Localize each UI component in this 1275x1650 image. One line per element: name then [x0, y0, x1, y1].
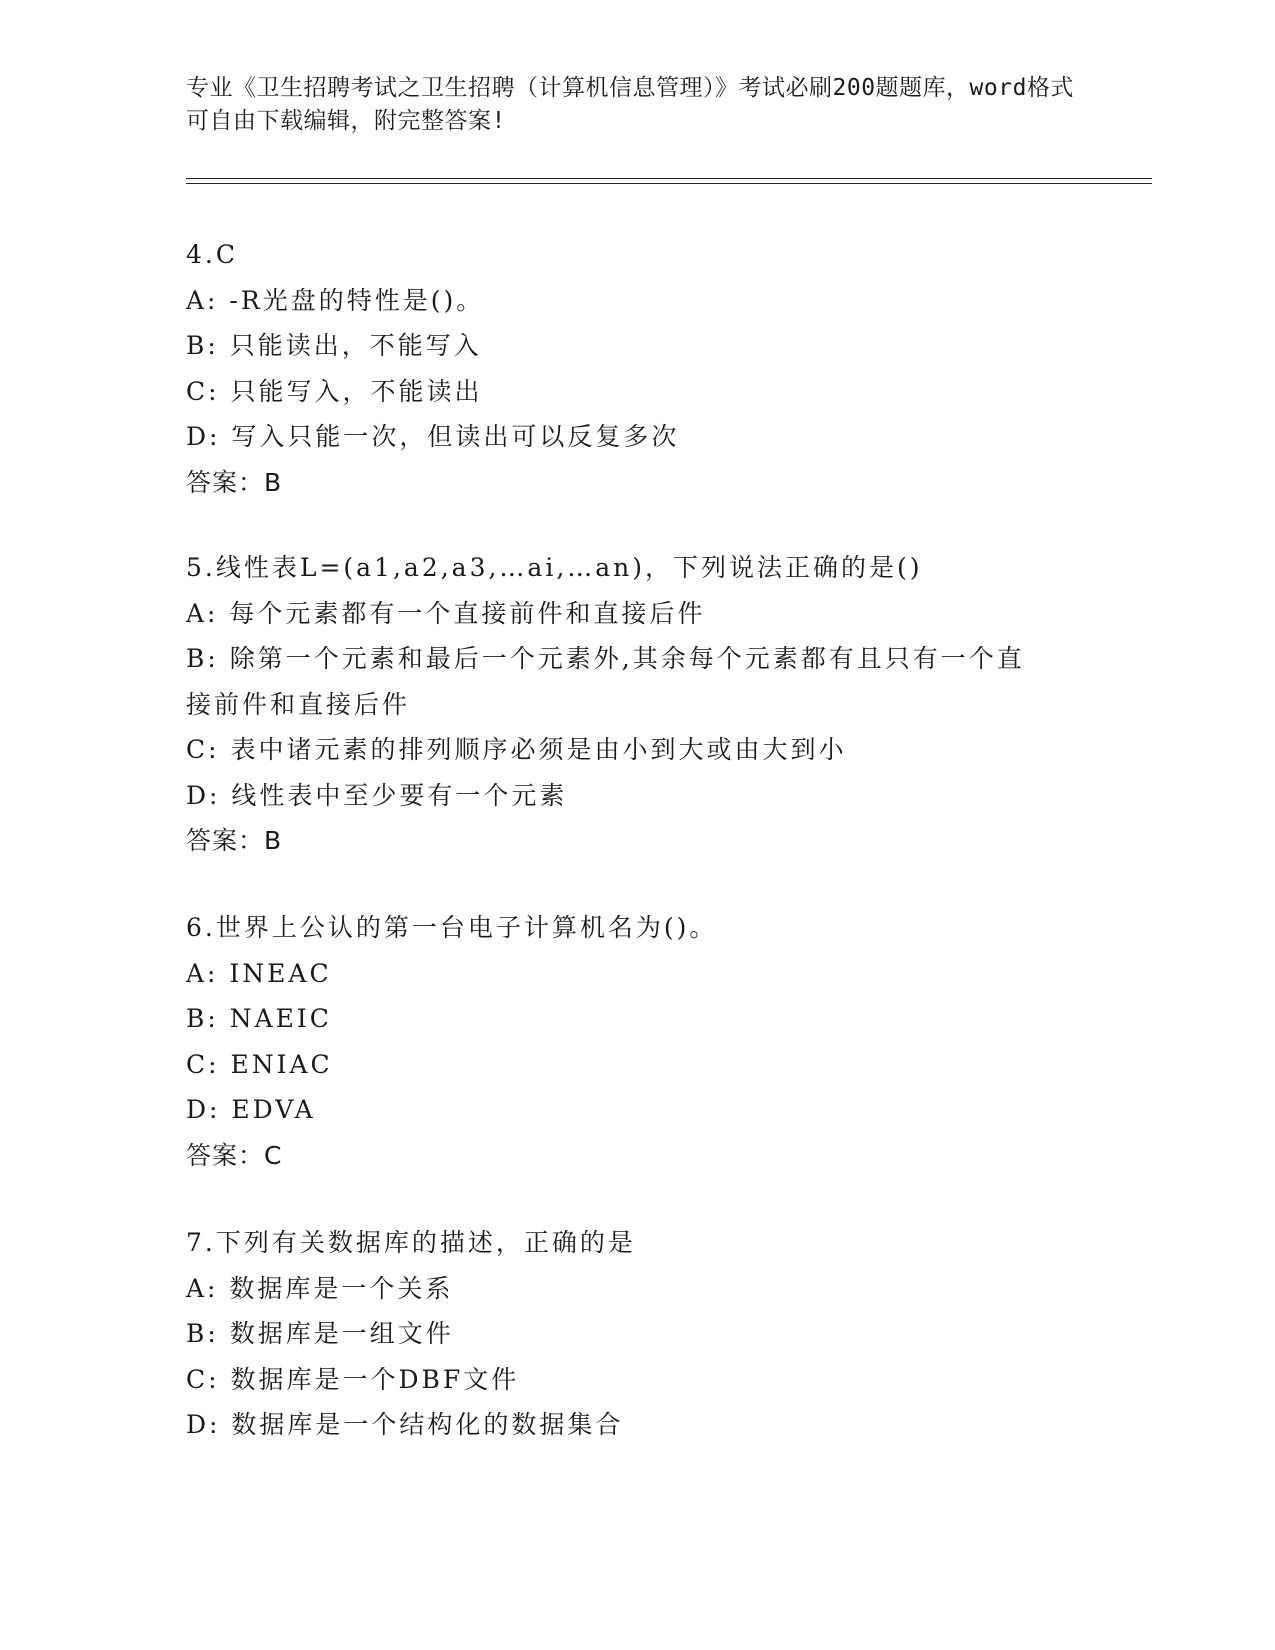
option-d: D: 线性表中至少要有一个元素 — [186, 780, 568, 810]
answer: 答案：B — [186, 467, 283, 497]
document-header: 专业《卫生招聘考试之卫生招聘（计算机信息管理）》考试必刷200题题库，word格式可自由下载编辑，附完整答案! — [186, 75, 1074, 134]
option-a: A: 每个元素都有一个直接前件和直接后件 — [186, 598, 706, 628]
question-stem: 4.C — [186, 240, 238, 269]
option-a: A: 数据库是一个关系 — [186, 1273, 454, 1303]
option-d: D: 写入只能一次，但读出可以反复多次 — [186, 422, 680, 451]
question-5 — [186, 545, 1086, 864]
option-b: B: NAEIC — [186, 1004, 332, 1033]
header-divider-bottom — [186, 183, 1152, 184]
question-6 — [186, 905, 1086, 1178]
option-c: C: 只能写入，不能读出 — [186, 376, 483, 406]
option-d: D: EDVA — [186, 1095, 316, 1124]
option-b: B: 数据库是一组文件 — [186, 1319, 454, 1348]
header-divider-top — [186, 178, 1152, 179]
question-7 — [186, 1220, 1086, 1448]
option-a: A: INEAC — [186, 958, 332, 988]
option-b: B: 除第一个元素和最后一个元素外,其余每个元素都有且只有一个直接前件和直接后件 — [186, 644, 1025, 719]
question-stem: 5.线性表L=(a1,a2,a3,…ai,…an)，下列说法正确的是() — [186, 553, 923, 582]
option-c: C: ENIAC — [186, 1049, 333, 1079]
option-b: B: 只能读出，不能写入 — [186, 331, 482, 360]
option-c: C: 数据库是一个DBF文件 — [186, 1364, 520, 1394]
answer: 答案：C — [186, 1140, 283, 1170]
option-d: D: 数据库是一个结构化的数据集合 — [186, 1410, 624, 1439]
answer: 答案：B — [186, 826, 283, 855]
option-a: A: -R光盘的特性是()。 — [186, 285, 485, 315]
question-stem: 6.世界上公认的第一台电子计算机名为()。 — [186, 913, 718, 942]
option-c: C: 表中诸元素的排列顺序必须是由小到大或由大到小 — [186, 735, 847, 764]
question-stem: 7.下列有关数据库的描述，正确的是 — [186, 1228, 636, 1257]
question-4 — [186, 232, 1086, 505]
